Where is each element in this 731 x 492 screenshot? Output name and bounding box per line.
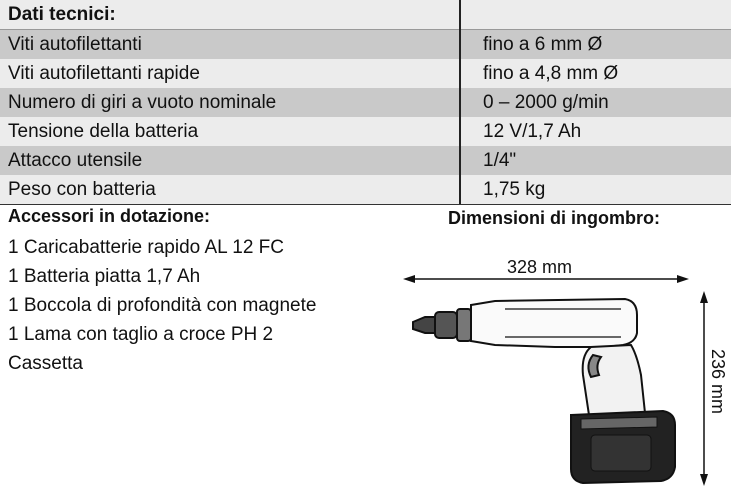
spec-value: 12 V/1,7 Ah — [483, 120, 582, 142]
spec-value: fino a 4,8 mm Ø — [483, 62, 619, 84]
spec-label: Numero di giri a vuoto nominale — [8, 91, 277, 113]
spec-value: 1,75 kg — [483, 178, 546, 200]
spec-row — [0, 59, 731, 88]
spec-label: Tensione della batteria — [8, 120, 199, 142]
accessory-item: Cassetta — [8, 353, 83, 374]
spec-row — [0, 117, 731, 146]
row-divider — [0, 29, 731, 30]
length-label: 328 mm — [507, 257, 573, 277]
accessories-title: Accessori in dotazione: — [8, 206, 211, 226]
accessories-list — [8, 233, 316, 378]
spec-row — [0, 30, 731, 59]
spec-label: Attacco utensile — [8, 149, 143, 171]
accessory-item: 1 Lama con taglio a croce PH 2 — [8, 324, 274, 345]
spec-label: Peso con batteria — [8, 178, 156, 200]
accessory-item: 1 Boccola di profondità con magnete — [8, 295, 317, 316]
height-dimension — [700, 291, 708, 486]
spec-value: 0 – 2000 g/min — [483, 91, 609, 113]
height-label: 236 mm — [708, 349, 728, 415]
spec-value: fino a 6 mm Ø — [483, 33, 603, 55]
spec-row — [0, 88, 731, 117]
dimensions-drawing — [395, 205, 731, 492]
screwdriver-illustration — [413, 299, 675, 483]
spec-row — [0, 146, 731, 175]
spec-header-row — [0, 0, 731, 29]
column-divider — [459, 0, 461, 204]
dimensions-title: Dimensioni di ingombro: — [448, 208, 660, 228]
accessory-item: 1 Batteria piatta 1,7 Ah — [8, 266, 201, 287]
spec-value: 1/4" — [483, 149, 517, 171]
spec-row — [0, 175, 731, 204]
accessory-item: 1 Caricabatterie rapido AL 12 FC — [8, 237, 285, 258]
spec-label: Viti autofilettanti rapide — [8, 62, 200, 84]
spec-title: Dati tecnici: — [8, 3, 116, 25]
spec-label: Viti autofilettanti — [8, 33, 142, 55]
